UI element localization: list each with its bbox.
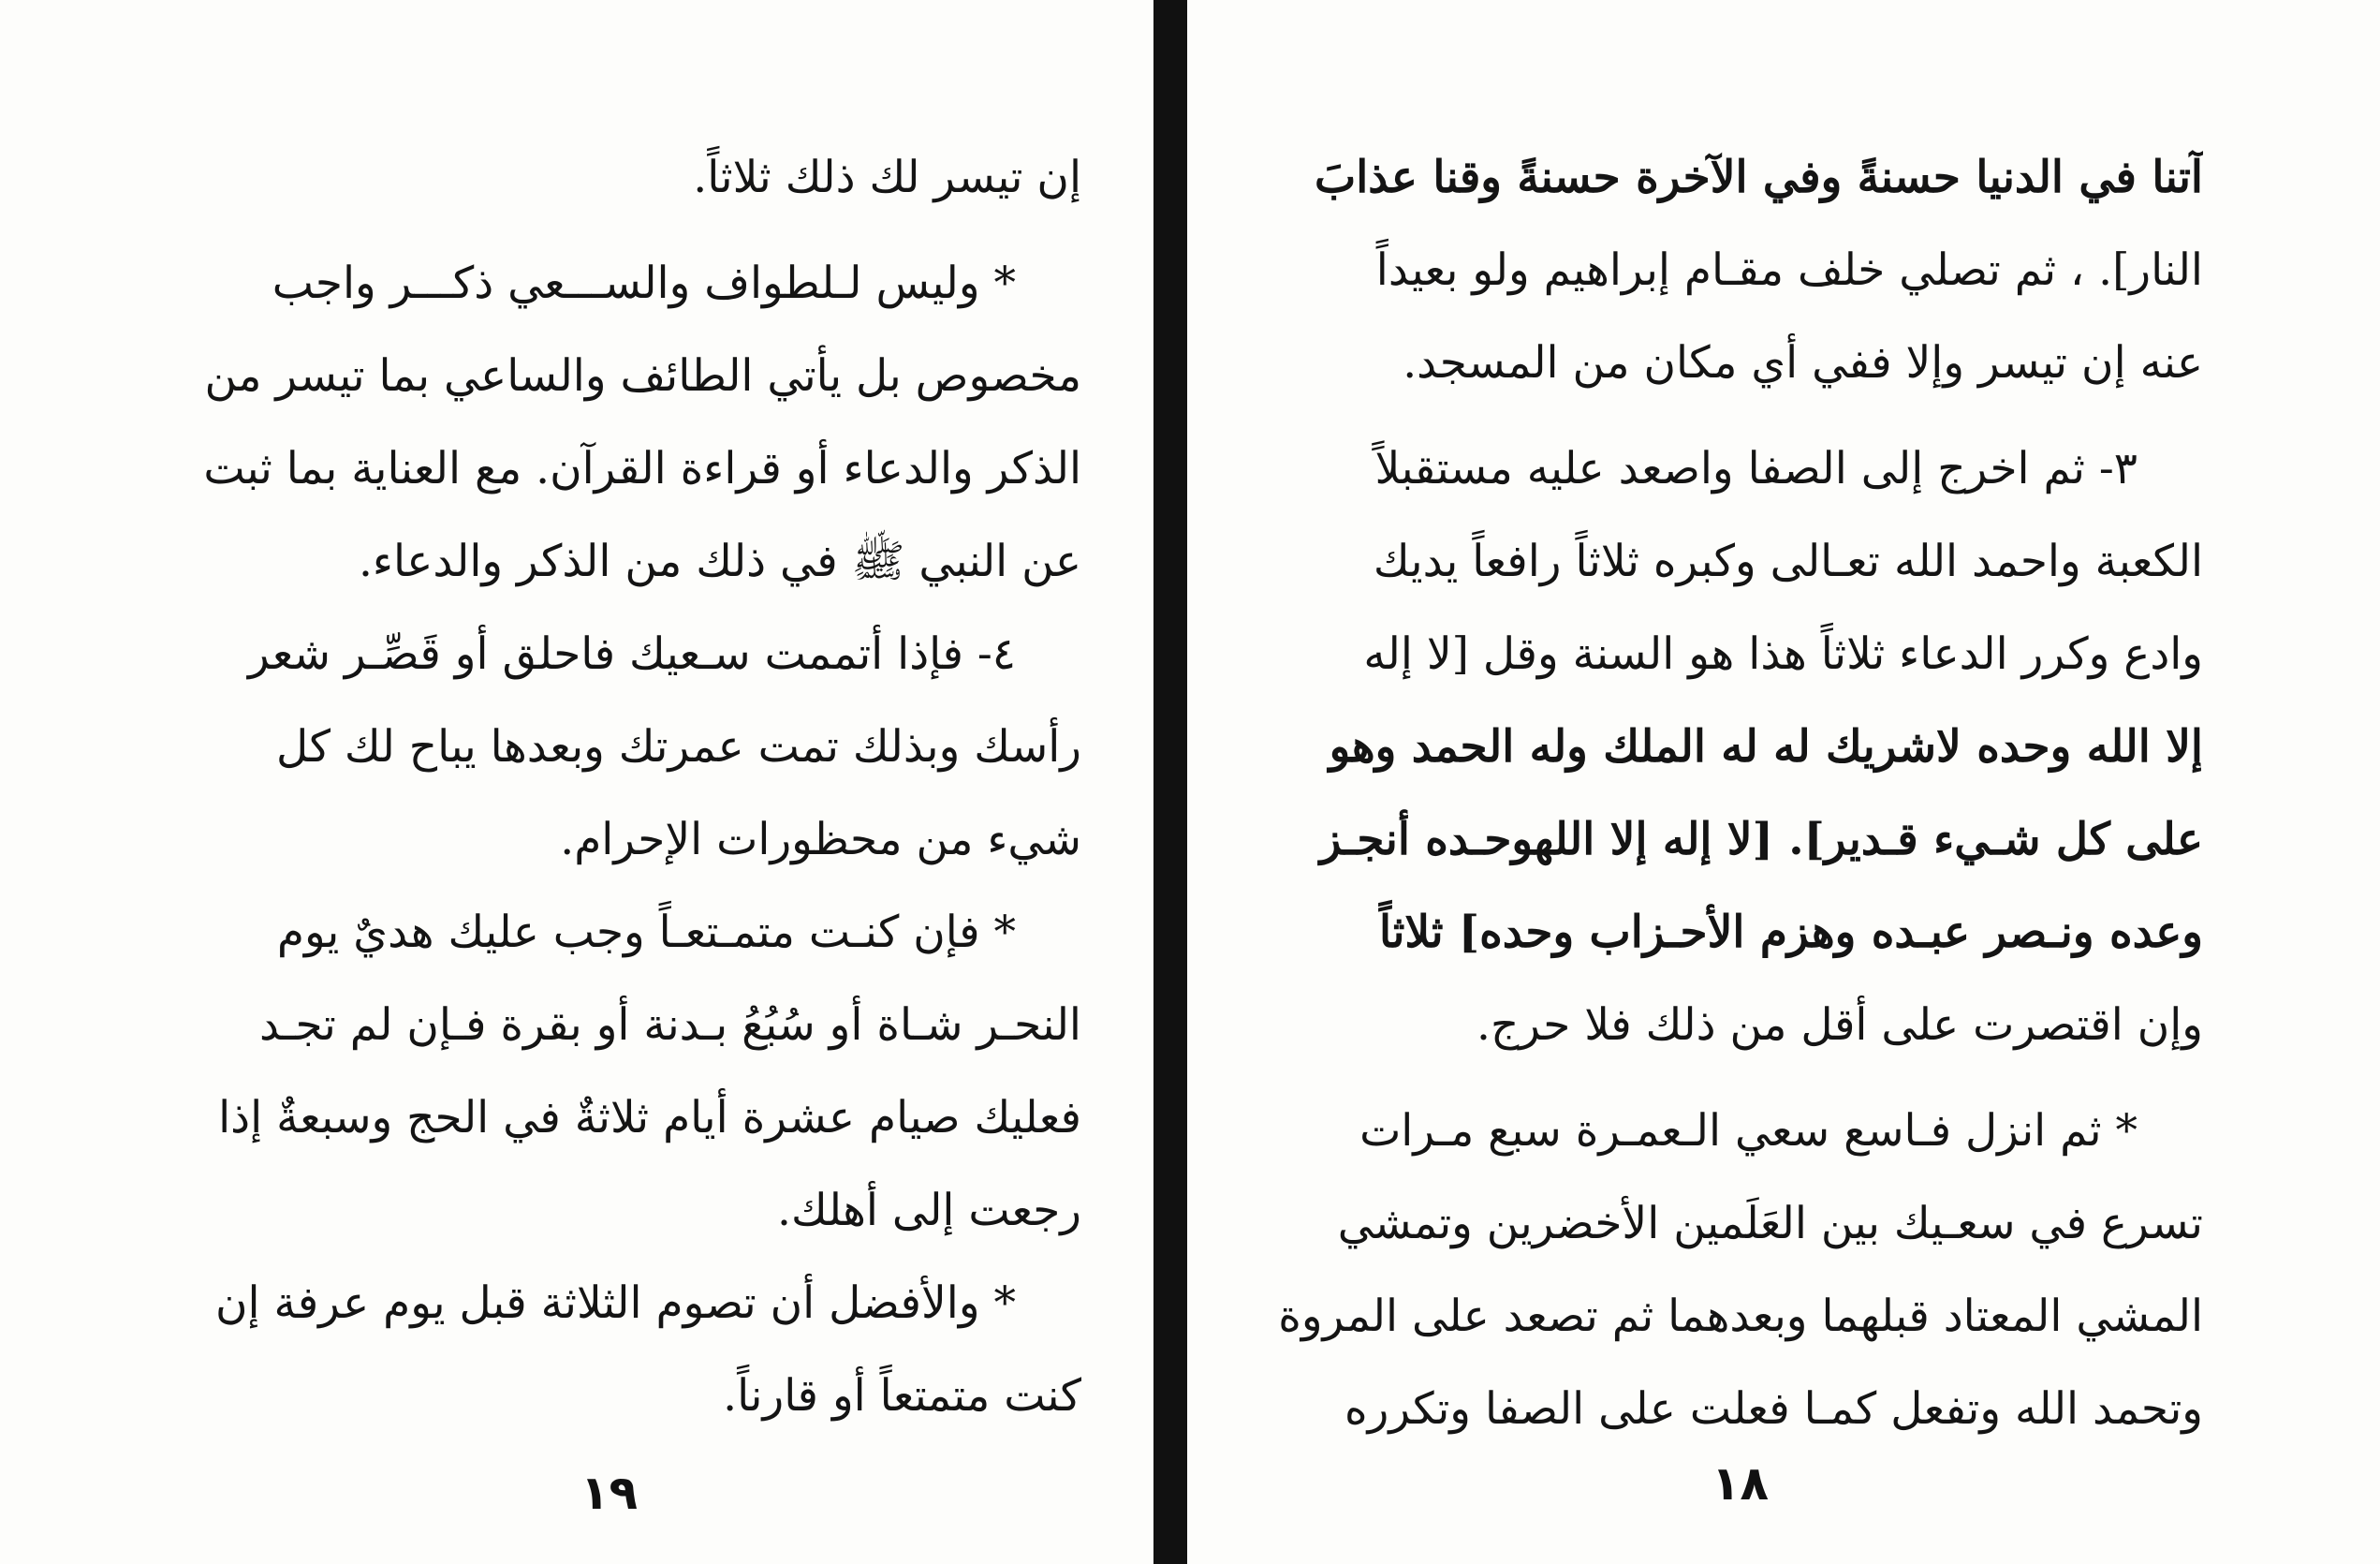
text-line: عن النبي ﷺ في ذلك من الذكر والدعاء. [358,536,1081,587]
text-line: تسرع في سعـيك بين العَلَمين الأخضرين وتمشي [1337,1198,2203,1249]
text-line: عنه إن تيسر وإلا ففي أي مكان من المسجد. [1403,337,2203,389]
text-line: وادع وكرر الدعاء ثلاثاً هذا هو السنة وقل [لا إله [1363,628,2203,680]
left-page-text [159,131,1081,1442]
text-line: المشي المعتاد قبلهما وبعدهما ثم تصعد على المروة [1278,1291,2203,1342]
text-line: * فإن كنـت متمـتعـاً وجب عليك هديٌ يوم [276,907,1016,958]
text-line: الكعبة واحمد الله تعـالى وكبره ثلاثاً رافعاً يديك [1373,536,2203,587]
text-line: وإن اقتصرت على أقل من ذلك فلا حرج. [1476,999,2203,1051]
text-line: مخصوص بل يأتي الطائف والساعي بما تيسر من [204,350,1081,402]
text-line: شيء من محظورات الإحرام. [560,814,1081,865]
text-line: الذكر والدعاء أو قراءة القرآن. مع العناية بما ثبت [203,443,1081,494]
left-page [0,0,1153,1564]
book-gutter [1153,0,1187,1564]
text-line: آتنا في الدنيا حسنةً وفي الآخرة حسنةً وقنا عذابَ [1314,152,2203,203]
text-line: النار]. ، ثم تصلي خلف مقـام إبراهيم ولو بعيداً [1375,244,2203,296]
text-line: كنت متمتعاً أو قارناً. [723,1370,1081,1422]
text-line: * ثم انزل فـاسع سعي الـعمـرة سبع مـرات [1359,1105,2138,1157]
text-line: إن تيسر لك ذلك ثلاثاً. [693,152,1081,203]
text-line: * والأفضل أن تصوم الثلاثة قبل يوم عرفة إن [215,1277,1016,1329]
right-page [1187,0,2380,1564]
page-number: ١٨ [1712,1456,1770,1511]
text-line: النحـر شـاة أو سُبُعُ بـدنة أو بقرة فـإن لم تجـد [259,999,1081,1051]
page-number: ١٩ [580,1466,639,1520]
text-line: فعليك صيام عشرة أيام ثلاثةٌ في الحج وسبعةٌ إذا [218,1092,1081,1143]
text-line: وعده ونـصر عبـده وهزم الأحـزاب وحده] ثلاثاً [1379,907,2203,958]
right-page-text [1267,131,2203,1455]
text-line: * وليس لـلطواف والســـعي ذكـــر واجب [272,258,1016,309]
text-line: ٣- ثم اخرج إلى الصفا واصعد عليه مستقبلاً [1374,443,2138,494]
text-line: ٤- فإذا أتممت سـعيك فاحلق أو قَصِّـر شعر [247,628,1016,680]
text-line: إلا الله وحده لاشريك له له الملك وله الحمد وهو [1329,721,2203,773]
text-line: وتحمد الله وتفعل كمـا فعلت على الصفا وتكرره [1344,1383,2203,1435]
text-line: رأسك وبذلك تمت عمرتك وبعدها يباح لك كل [276,721,1081,773]
text-line: على كل شـيء قـدير]. [لا إله إلا اللهوحـده أنجـز [1319,814,2203,865]
text-line: رجعت إلى أهلك. [777,1185,1081,1236]
